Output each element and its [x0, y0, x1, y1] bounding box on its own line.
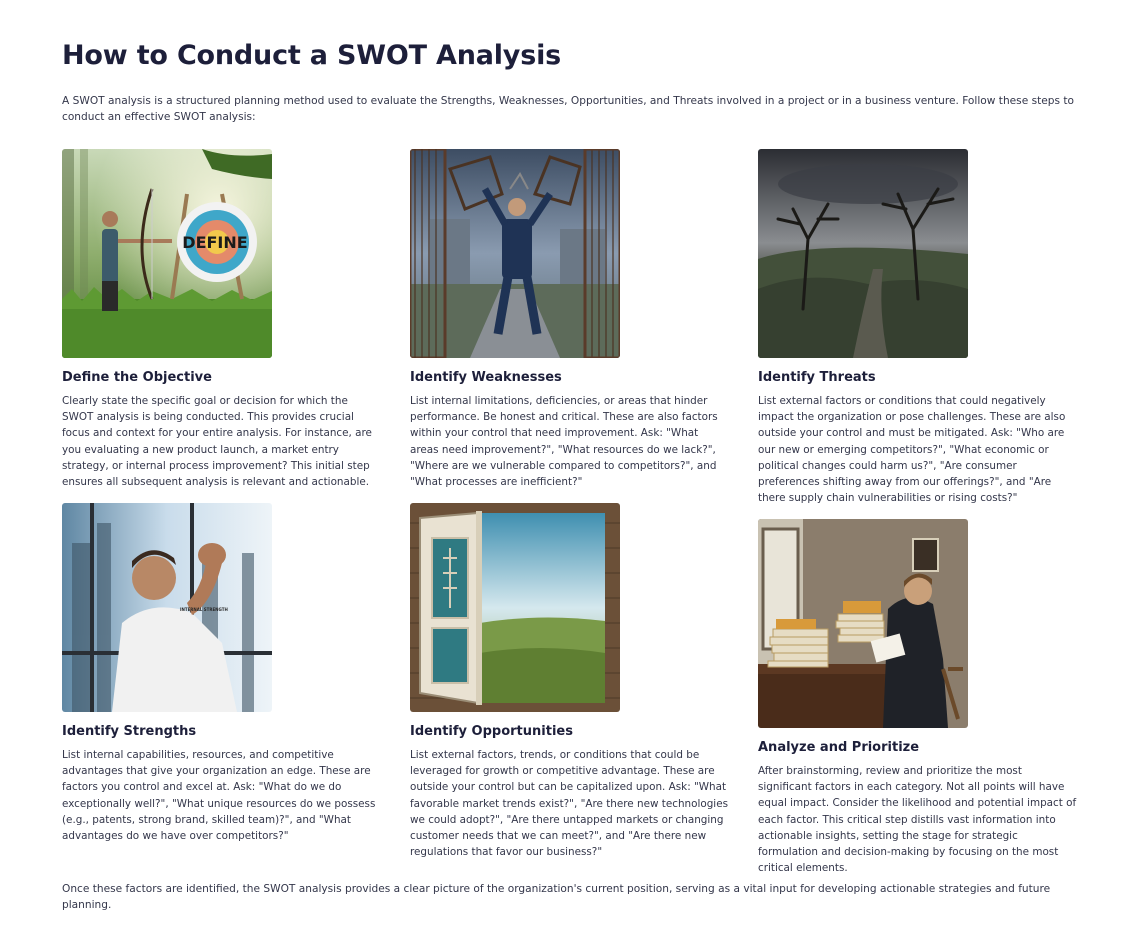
card-heading: Identify Opportunities — [410, 724, 573, 739]
card-heading: Define the Objective — [62, 370, 212, 385]
card-heading: Identify Strengths — [62, 724, 197, 739]
page-title: How to Conduct a SWOT Analysis — [62, 40, 561, 71]
card-identify-threats — [758, 149, 1078, 506]
archer-target-image — [62, 149, 272, 358]
card-heading: Identify Threats — [758, 370, 876, 385]
image-strength-text: INTERNAL STRENGTH — [180, 607, 228, 612]
card-heading: Analyze and Prioritize — [758, 740, 920, 755]
card-heading: Identify Weaknesses — [410, 370, 562, 385]
outro-paragraph: Once these factors are identified, the SWOT analysis provides a clear picture of the organization's current position, serving as a vital input for developing actionable strategies and future planning. — [62, 883, 1051, 911]
flexing-man-image — [62, 503, 272, 712]
man-broken-gate-image — [410, 149, 620, 358]
stormy-dead-trees-image — [758, 149, 968, 358]
card-identify-weaknesses — [410, 149, 730, 490]
card-body: List external factors, trends, or conditions that could be leveraged for growth or competitive advantage. These are outside your control but can be capitalized upon. Ask: "What favorable market trends exist?", "Are there new technologies we could adopt?", "Are there untapped markets or changing customer needs that we can meet?", and "Are there new regulations that favor our business?" — [410, 749, 729, 859]
card-identify-strengths — [62, 503, 382, 844]
intro-paragraph: A SWOT analysis is a structured planning method used to evaluate the Strengths, Weaknesses, Opportunities, and Threats involved in a project or in a business venture. Follow these steps to conduct an effective SWOT analysis: — [62, 95, 1075, 123]
card-analyze-prioritize — [758, 519, 1078, 876]
open-door-landscape-image — [410, 503, 620, 712]
woman-desk-papers-image — [758, 519, 968, 728]
card-identify-opportunities — [410, 503, 730, 860]
card-define-objective — [62, 149, 382, 490]
card-body: List external factors or conditions that could negatively impact the organization or pose challenges. These are also outside your control and must be mitigated. Ask: "Who are our new or emerging competitors?", "What economic or political changes could harm us?", "Are consumer preferences shifting away from our offerings?", and "Are there supply chain vulnerabilities or rising costs?" — [758, 395, 1066, 505]
image-define-text: DEFINE — [182, 233, 248, 252]
card-body: List internal limitations, deficiencies, or areas that hinder performance. Be honest and critical. These are also factors within your control that need improvement. Ask: "What areas need improvement?", "What resources do we lack?", "Where are we vulnerable compared to competitors?", and "What processes are inefficient?" — [410, 395, 718, 489]
card-body: List internal capabilities, resources, and competitive advantages that give your organization an edge. These are factors you control and excel at. Ask: "What do we do exceptionally well?", "What unique resources do we possess (e.g., patents, strong brand, skilled team)?", and "What advantages do we have over competitors?" — [62, 749, 376, 843]
card-body: After brainstorming, review and prioritize the most significant factors in each category. Not all points will have equal impact. Consider the likelihood and potential impact of each factor. This critical step distills vast information into actionable insights, setting the stage for strategic formulation and decision-making by focusing on the most critical elements. — [758, 765, 1077, 875]
card-body: Clearly state the specific goal or decision for which the SWOT analysis is being conducted. This provides crucial focus and context for your entire analysis. For instance, are you evaluating a new product launch, a market entry strategy, or internal process improvement? This initial step ensures all subsequent analysis is relevant and actionable. — [62, 395, 372, 489]
